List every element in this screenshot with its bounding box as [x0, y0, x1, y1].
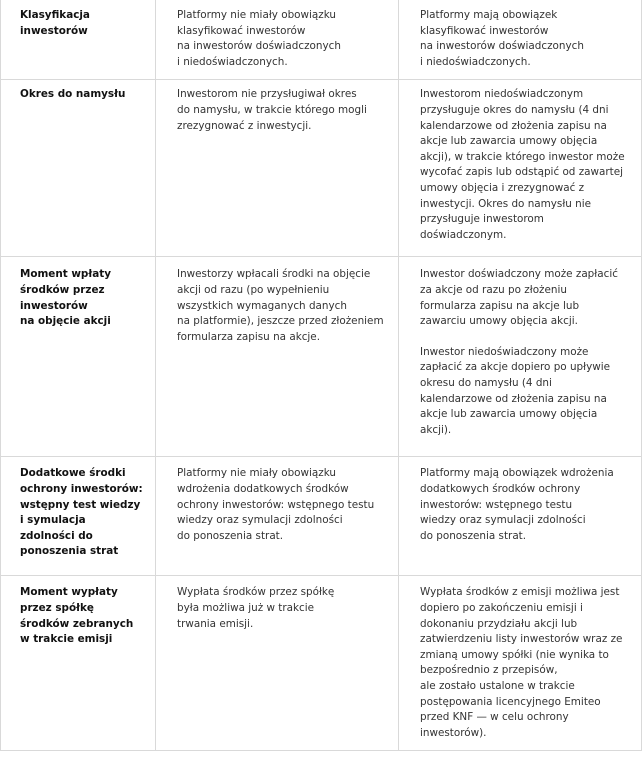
row-label-line: Moment wpłaty [20, 268, 111, 281]
cell-text-line: formularza zapisu na akcje. [177, 330, 321, 343]
cell-text-line: Platformy nie miały obowiązku [177, 9, 337, 21]
row-label-line: wstępny test wiedzy [20, 498, 141, 511]
cell-text-line: Inwestor doświadczony może zapłacić [420, 268, 618, 281]
cell-text-line: Inwestor niedoświadczony może [420, 345, 589, 358]
cell-text-line: przysługuje okres do namysłu (4 dni [420, 103, 609, 116]
cell-text-line: zatwierdzeniu listy inwestorów wraz ze [420, 633, 623, 646]
cell-text-line: akcji od razu (po wypełnieniu [177, 283, 330, 296]
after-cell [399, 80, 642, 257]
cell-text-line: wycofać zapis lub odstąpić od zawartej [420, 166, 624, 179]
cell-text-line: klasyfikować inwestorów [420, 24, 549, 37]
after-cell [399, 0, 642, 80]
cell-text-line: na platformie), jeszcze przed złożeniem [177, 315, 384, 328]
row-label-cell [1, 0, 156, 80]
cell-text-line: Platformy mają obowiązek wdrożenia [420, 467, 614, 480]
row-label-line: na objęcie akcji [20, 315, 111, 328]
cell-text-line: Platformy mają obowiązek [420, 9, 558, 21]
cell-text-line: inwestorów: wstępnego testu [420, 498, 573, 511]
cell-text-line: zawarciu umowy objęcia akcji. [420, 315, 578, 328]
row-label-line: Dodatkowe środki [20, 467, 126, 480]
cell-text-line: do ponoszenia strat. [177, 529, 284, 542]
cell-text-line: trwania emisji. [177, 617, 254, 630]
cell-text-line: Platformy nie miały obowiązku [177, 467, 337, 480]
table-row [1, 457, 642, 576]
cell-text-line: zapłacić za akcje dopiero po upływie [420, 361, 611, 374]
row-label-line: przez spółkę [20, 601, 94, 614]
cell-text-line: kalendarzowe od złożenia zapisu na [420, 392, 607, 405]
cell-text-line: była możliwa już w trakcie [177, 601, 314, 614]
row-label-cell [1, 576, 156, 751]
row-label-line: środków zebranych [20, 617, 134, 630]
cell-text-line: ale zostało ustalone w trakcie [420, 679, 575, 692]
cell-text-line: do ponoszenia strat. [420, 529, 527, 542]
cell-text-line: i niedoświadczonych. [420, 55, 531, 68]
cell-text-line: klasyfikować inwestorów [177, 24, 306, 37]
before-cell [156, 0, 399, 80]
cell-text-line: Wypłata środków przez spółkę [177, 586, 335, 599]
after-cell [399, 257, 642, 457]
cell-text-line: wiedzy oraz symulacji zdolności [177, 514, 343, 527]
paragraph-spacer [420, 330, 637, 345]
cell-text-line: i niedoświadczonych. [177, 55, 288, 68]
row-label-line: ponoszenia strat [20, 545, 119, 558]
cell-text-line: akcje lub zawarcia umowy objęcia [420, 135, 598, 148]
cell-text-line: wszystkich wymaganych danych [177, 299, 347, 312]
after-cell [399, 457, 642, 576]
cell-text-line: bezpośrednio z przepisów, [420, 664, 558, 677]
table-row [1, 257, 642, 457]
before-cell [156, 257, 399, 457]
row-label-line: ochrony inwestorów: [20, 482, 143, 495]
cell-text-line: okresu do namysłu (4 dni [420, 376, 552, 389]
cell-text-line: przysługuje inwestorom [420, 213, 544, 226]
row-label-cell [1, 80, 156, 257]
row-label-line: Moment wypłaty [20, 586, 118, 599]
cell-text-line: wdrożenia dodatkowych środków [177, 482, 349, 495]
cell-text-line: inwestorów). [420, 726, 487, 739]
cell-text-line: akcji). [420, 423, 452, 436]
table-row [1, 80, 642, 257]
cell-text-line: do namysłu, w trakcie którego mogli [177, 103, 367, 116]
cell-text-line: wiedzy oraz symulacji zdolności [420, 514, 586, 527]
row-label-line: inwestorów [20, 24, 88, 37]
cell-text-line: Inwestorzy wpłacali środki na objęcie [177, 268, 371, 281]
table-row [1, 576, 642, 751]
cell-text-line: na inwestorów doświadczonych [177, 40, 341, 53]
row-label-line: inwestorów [20, 299, 88, 312]
table-row [1, 0, 642, 80]
before-cell [156, 457, 399, 576]
cell-text-line: za akcje od razu po złożeniu [420, 283, 567, 296]
row-label-line: w trakcie emisji [20, 633, 113, 646]
after-cell [399, 576, 642, 751]
row-label-line: Klasyfikacja [20, 9, 90, 21]
cell-text-line: przed KNF — w celu ochrony [420, 711, 569, 724]
cell-text-line: dopiero po zakończeniu emisji i [420, 601, 583, 614]
row-label-line: środków przez [20, 283, 105, 296]
cell-text-line: zrezygnować z inwestycji. [177, 119, 312, 132]
cell-text-line: formularza zapisu na akcje lub [420, 299, 580, 312]
row-label-cell [1, 257, 156, 457]
cell-text-line: Inwestorom nie przysługiwał okres [177, 88, 357, 101]
cell-text-line: Inwestorom niedoświadczonym [420, 88, 584, 101]
before-cell [156, 80, 399, 257]
cell-text-line: na inwestorów doświadczonych [420, 40, 584, 53]
cell-text-line: dokonaniu przydziału akcji lub [420, 617, 578, 630]
cell-text-line: akcji), w trakcie którego inwestor może [420, 150, 625, 163]
cell-text-line: inwestycji. Okres do namysłu nie [420, 197, 592, 210]
cell-text-line: ochrony inwestorów: wstępnego testu [177, 498, 375, 511]
row-label-line: i symulacja [20, 514, 86, 527]
row-label-cell [1, 457, 156, 576]
row-label-line: zdolności do [20, 529, 93, 542]
cell-text-line: doświadczonym. [420, 228, 507, 241]
cell-text-line: kalendarzowe od złożenia zapisu na [420, 119, 607, 132]
row-label-line: Okres do namysłu [20, 88, 126, 101]
cell-text-line: akcje lub zawarcia umowy objęcia [420, 408, 598, 421]
cell-text-line: postępowania licencyjnego Emiteo [420, 695, 601, 708]
before-cell [156, 576, 399, 751]
cell-text-line: zmianą umowy spółki (nie wynika to [420, 648, 609, 661]
cell-text-line: umowy objęcia i zrezygnować z [420, 181, 585, 194]
cell-text-line: dodatkowych środków ochrony [420, 482, 581, 495]
cell-text-line: Wypłata środków z emisji możliwa jest [420, 586, 620, 599]
